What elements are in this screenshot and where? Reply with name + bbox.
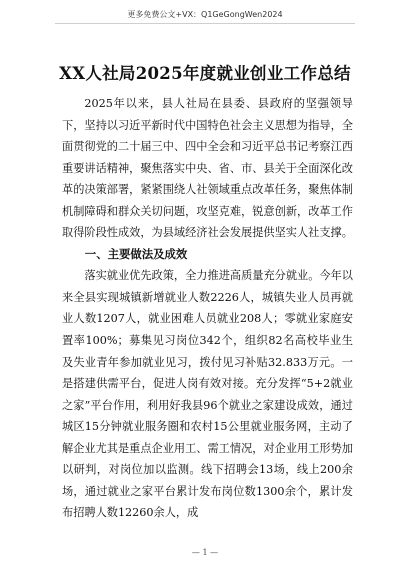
header-note: 更多免费公文+VX：Q1GeGongWen2024 [127, 10, 283, 19]
header-divider [55, 23, 355, 24]
section-heading: 一、主要做法及成效 [84, 246, 188, 261]
intro-paragraph: 2025年以来，县人社局在县委、县政府的坚强领导下，坚持以习近平新时代中国特色社会主义思想为指导，全面贯彻党的二十届三中、四中全会和习近平总书记考察江西重要讲话精神，聚焦落实中央、省、市、县关于全面深化改革的决策部署，紧紧围绕人社领域重点改革任务，聚焦体制机制障碍和群众关切问题，攻坚克难，锐意创新，改革工作取得阶段性成效，为县域经济社会发展提供坚实人社支撑。 [62, 97, 353, 240]
section-paragraph: 落实就业优先政策，全力推进高质量充分就业。今年以来全县实现城镇新增就业人数2226人，城镇失业人员再就业人数1207人，就业困难人员就业208人；零就业家庭安置率100%；募集见习岗位342个，组织82名高校毕业生及失业青年参加就业见习，拨付见习补贴32.833万元。一是搭建供需平台，促进人岗有效对接。充分发挥“5+2就业之家”平台作用，利用好我县96个就业之家建设成效，通过城区15分钟就业服务圈和农村15公里就业服务网，主动了解企业尤其是重点企业用工、需工情况，对企业用工形势加以研判，对岗位加以监测。线下招聘会13场，线上200余场，通过就业之家平台累计发布岗位数1300余个，累计发布招聘人数12260余人，成 [62, 269, 353, 520]
page-number: — 1 — [191, 548, 219, 557]
document-title: XX人社局2025年度就业创业工作总结 [59, 64, 351, 83]
document-body [62, 93, 353, 524]
